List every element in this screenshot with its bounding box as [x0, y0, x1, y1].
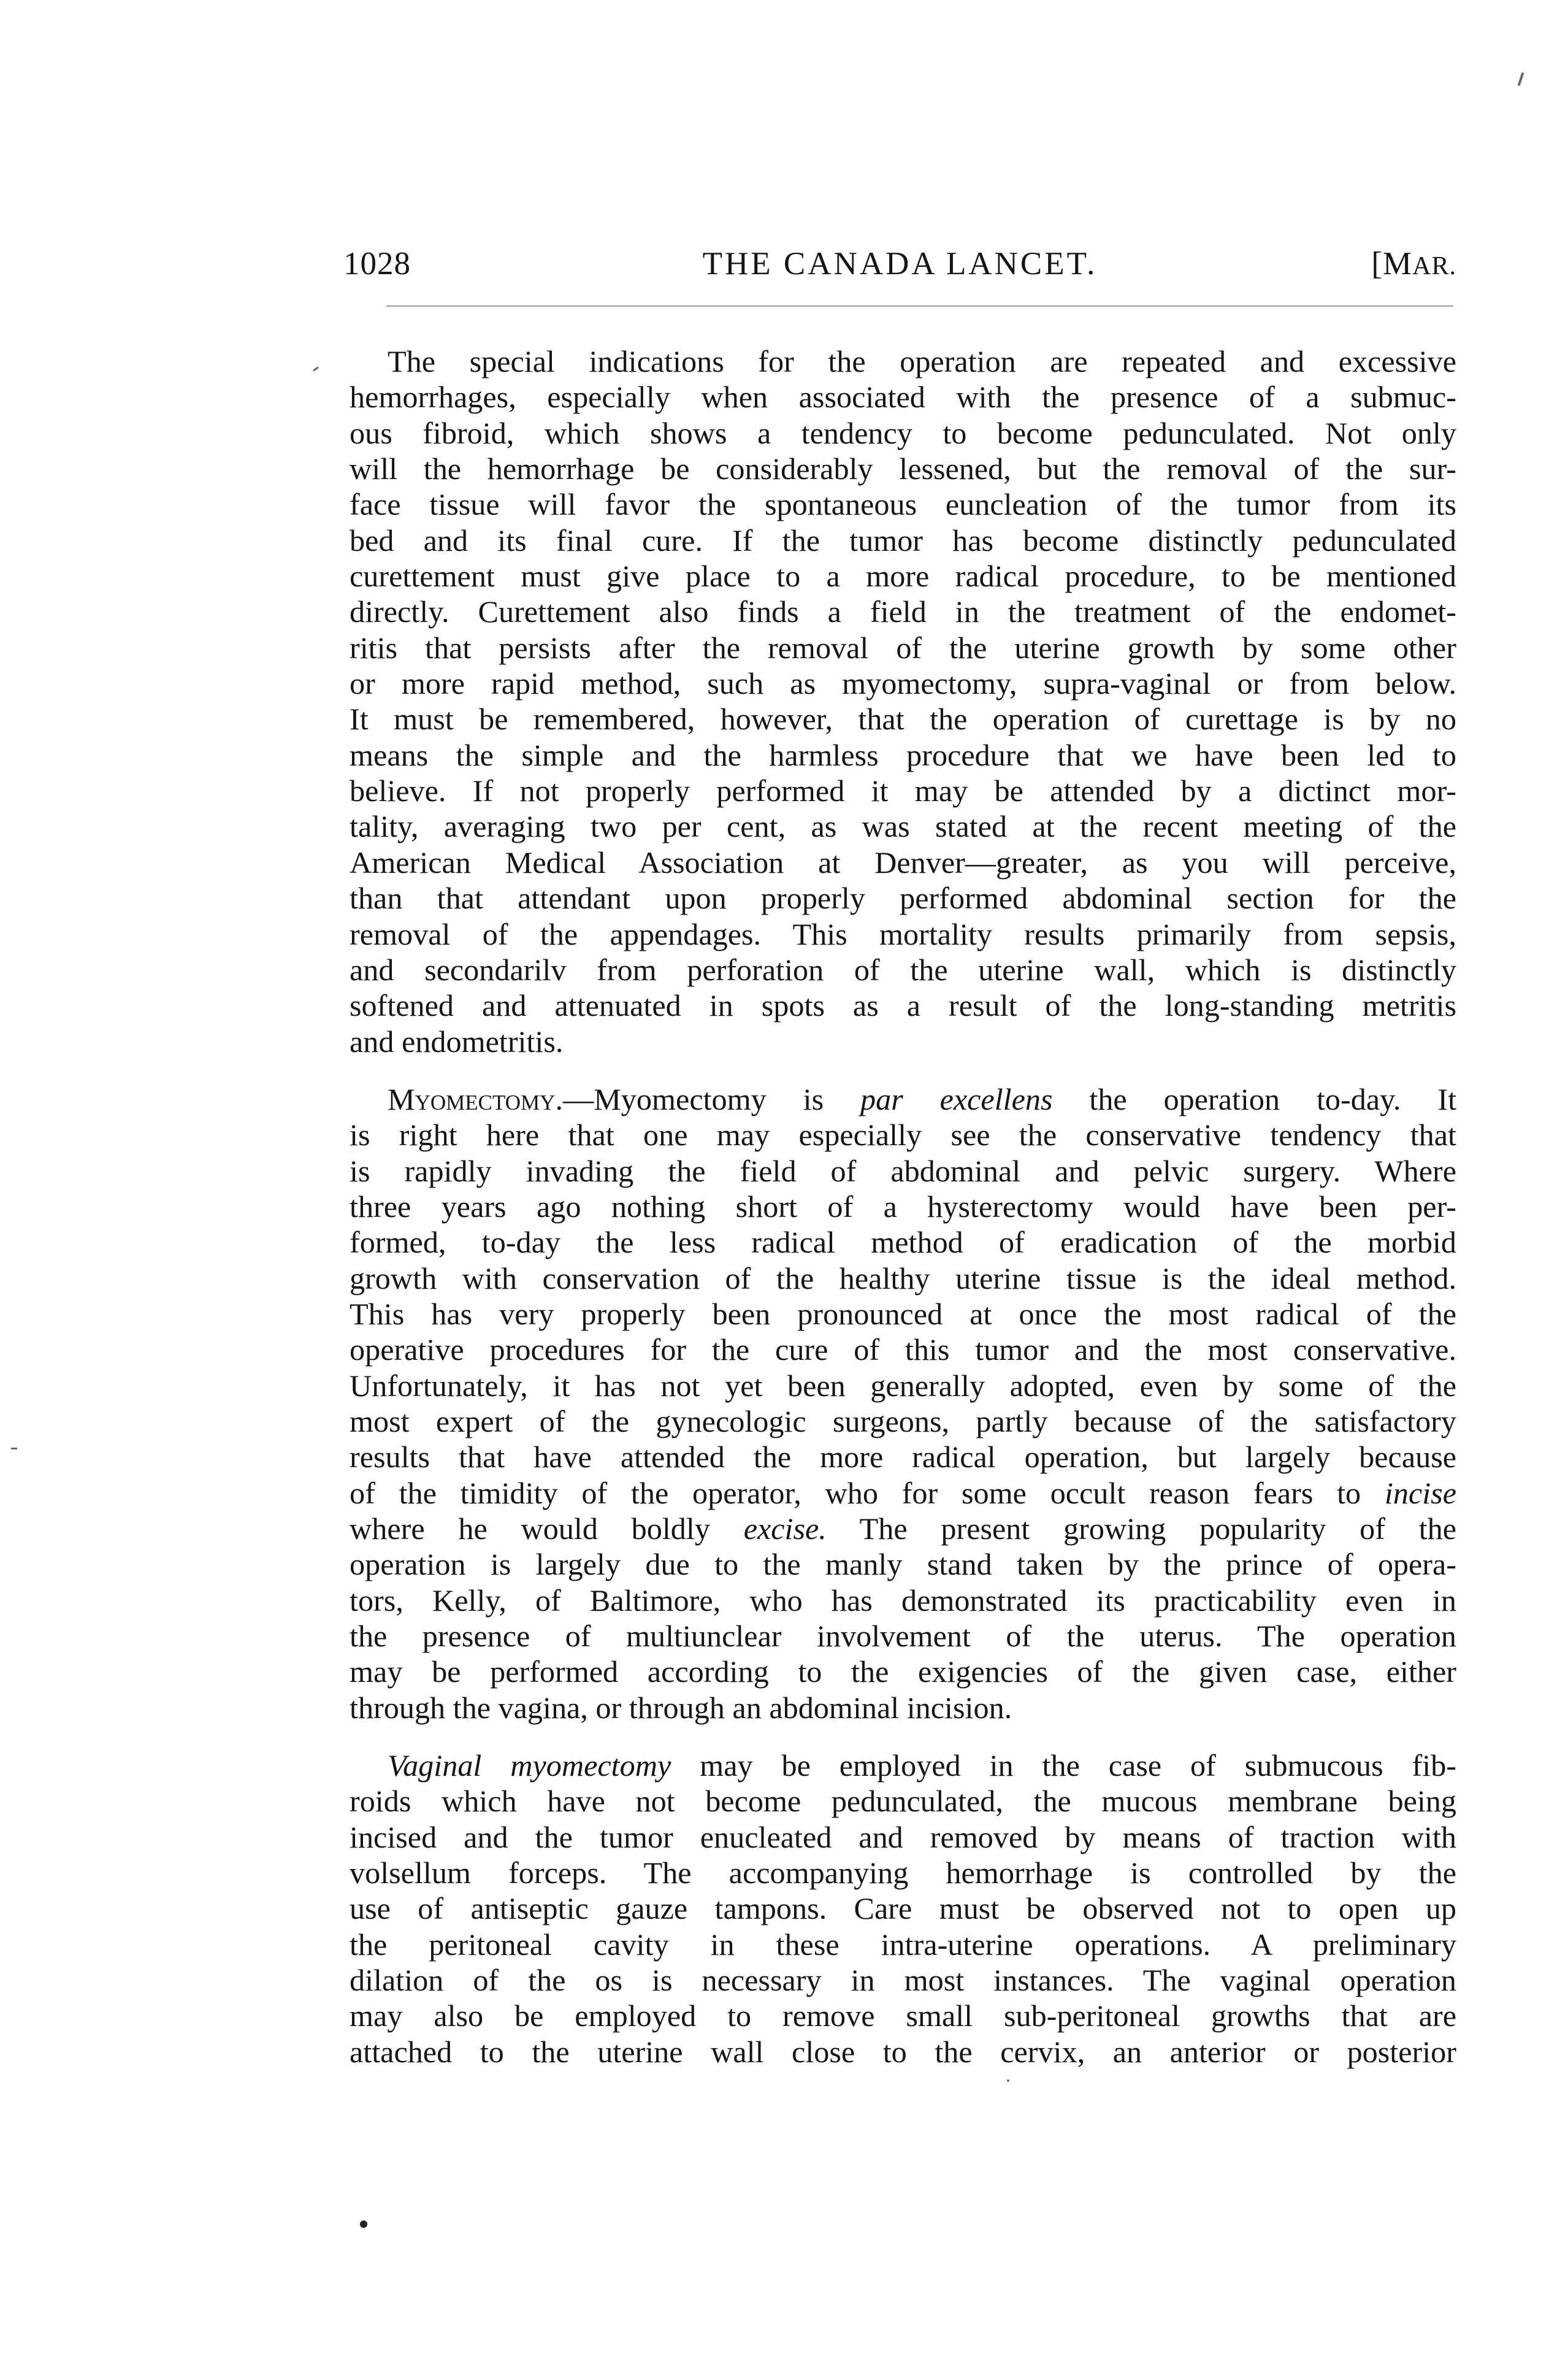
text-line: operation is largely due to the manly stand taken by the prince of opera- [350, 1547, 1456, 1582]
text-line: where he would boldly excise. The present growing popularity of the [350, 1511, 1457, 1546]
journal-title: THE CANADA LANCET. [702, 246, 1098, 282]
italic-phrase: par excellens [860, 1081, 1053, 1116]
text-line: results that have attended the more radical operation, but largely because [350, 1440, 1456, 1475]
text-line: may be performed according to the exigencies of the given case, either [350, 1654, 1456, 1689]
text-line: bed and its final cure. If the tumor has become distinctly pedunculated [350, 523, 1456, 558]
text-line: hemorrhages, especially when associated with the presence of a submuc- [350, 380, 1456, 415]
text-line: three years ago nothing short of a hysterectomy would have been per- [350, 1189, 1456, 1224]
text-line: The special indications for the operation are repeated and excessive [388, 344, 1456, 378]
text-line: This has very properly been pronounced at once the most radical of the [350, 1296, 1456, 1331]
ink-mark [1518, 72, 1524, 86]
paragraph-curettage [350, 344, 1456, 1059]
text-line: the peritoneal cavity in these intra-uterine operations. A preliminary [350, 1927, 1456, 1962]
text-line: ous fibroid, which shows a tendency to become pedunculated. Not only [350, 415, 1456, 450]
italic-phrase: Vaginal myomectomy [388, 1748, 671, 1783]
text-line: of the timidity of the operator, who for some occult reason fears to incise [350, 1475, 1456, 1510]
issue-month [1371, 245, 1456, 282]
text-line: volsellum forceps. The accompanying hemorrhage is controlled by the [350, 1856, 1456, 1890]
text-line: roids which have not become pedunculated, the mucous membrane being [350, 1784, 1456, 1819]
paragraph-gap [350, 1059, 1456, 1081]
article-body [350, 344, 1456, 2070]
section-heading: Myomectomy. [388, 1081, 563, 1116]
ink-mark [1007, 2079, 1009, 2082]
issue-month-rest: AR. [1412, 252, 1456, 280]
text-line: face tissue will favor the spontaneous euncleation of the tumor from its [350, 487, 1456, 522]
issue-month-initial: [M [1371, 246, 1413, 282]
text-line: means the simple and the harmless procedure that we have been led to [350, 737, 1456, 772]
text-line: believe. If not properly performed it may be attended by a dictinct mor- [350, 773, 1456, 808]
running-header [343, 245, 1456, 288]
text-line: formed, to-day the less radical method of eradication of the morbid [350, 1225, 1456, 1260]
text-line: will the hemorrhage be considerably lessened, but the removal of the sur- [350, 451, 1456, 486]
text-line: Unfortunately, it has not yet been generally adopted, even by some of the [350, 1368, 1456, 1403]
text-line: attached to the uterine wall close to the cervix, an anterior or posterior [350, 2034, 1456, 2069]
paragraph-vaginal-myomectomy [350, 1748, 1456, 2070]
text-line: dilation of the os is necessary in most instances. The vaginal operation [350, 1963, 1456, 1998]
text-line: tality, averaging two per cent, as was stated at the recent meeting of the [350, 809, 1456, 844]
text-line: It must be remembered, however, that the operation of curettage is by no [350, 702, 1456, 737]
text-line: American Medical Association at Denver—greater, as you will perceive, [350, 845, 1456, 880]
text-line: through the vagina, or through an abdominal incision. [350, 1690, 1012, 1725]
text-line: is right here that one may especially see the conservative tendency that [350, 1118, 1456, 1153]
text-line: curettement must give place to a more radical procedure, to be mentioned [350, 559, 1456, 594]
italic-word-incise: incise [1384, 1475, 1456, 1510]
ink-mark [313, 366, 319, 371]
ink-blot [360, 2220, 367, 2228]
text-line: and endometritis. [350, 1024, 564, 1059]
text-line: may also be employed to remove small sub-peritoneal growths that are [350, 1998, 1456, 2033]
ink-mark [11, 1448, 17, 1449]
text-line: use of antiseptic gauze tampons. Care must be observed not to open up [350, 1891, 1456, 1926]
text-line: most expert of the gynecologic surgeons, partly because of the satisfactory [350, 1403, 1456, 1438]
text-line: than that attendant upon properly performed abdominal section for the [350, 881, 1456, 916]
page-number: 1028 [343, 246, 411, 282]
text-line: or more rapid method, such as myomectomy, supra-vaginal or from below. [350, 666, 1456, 701]
text-line: and secondarilv from perforation of the uterine wall, which is distinctly [350, 952, 1456, 987]
text-line: ritis that persists after the removal of the uterine growth by some other [350, 630, 1456, 665]
text-line: tors, Kelly, of Baltimore, who has demonstrated its practicability even in [350, 1583, 1456, 1618]
text-line: directly. Curettement also finds a field in the treatment of the endomet- [350, 594, 1456, 629]
italic-word-excise: excise. [743, 1511, 827, 1546]
text-line: softened and attenuated in spots as a result of the long-standing metritis [350, 988, 1456, 1023]
text-line: Myomectomy.—Myomectomy is par excellens the operation to-day. It [388, 1081, 1457, 1116]
text-line: operative procedures for the cure of this tumor and the most conservative. [350, 1332, 1456, 1367]
text-line: Vaginal myomectomy may be employed in the case of submucous fib- [388, 1748, 1456, 1783]
text-line: is rapidly invading the field of abdominal and pelvic surgery. Where [350, 1153, 1456, 1188]
text-line: the presence of multiunclear involvement of the uterus. The operation [350, 1619, 1456, 1654]
paragraph-gap [350, 1725, 1456, 1748]
text-line: removal of the appendages. This mortality results primarily from sepsis, [350, 916, 1456, 951]
text-line: growth with conservation of the healthy uterine tissue is the ideal method. [350, 1261, 1456, 1295]
paragraph-myomectomy [350, 1081, 1456, 1725]
header-rule [386, 305, 1453, 307]
text-line: incised and the tumor enucleated and removed by means of traction with [350, 1819, 1456, 1854]
